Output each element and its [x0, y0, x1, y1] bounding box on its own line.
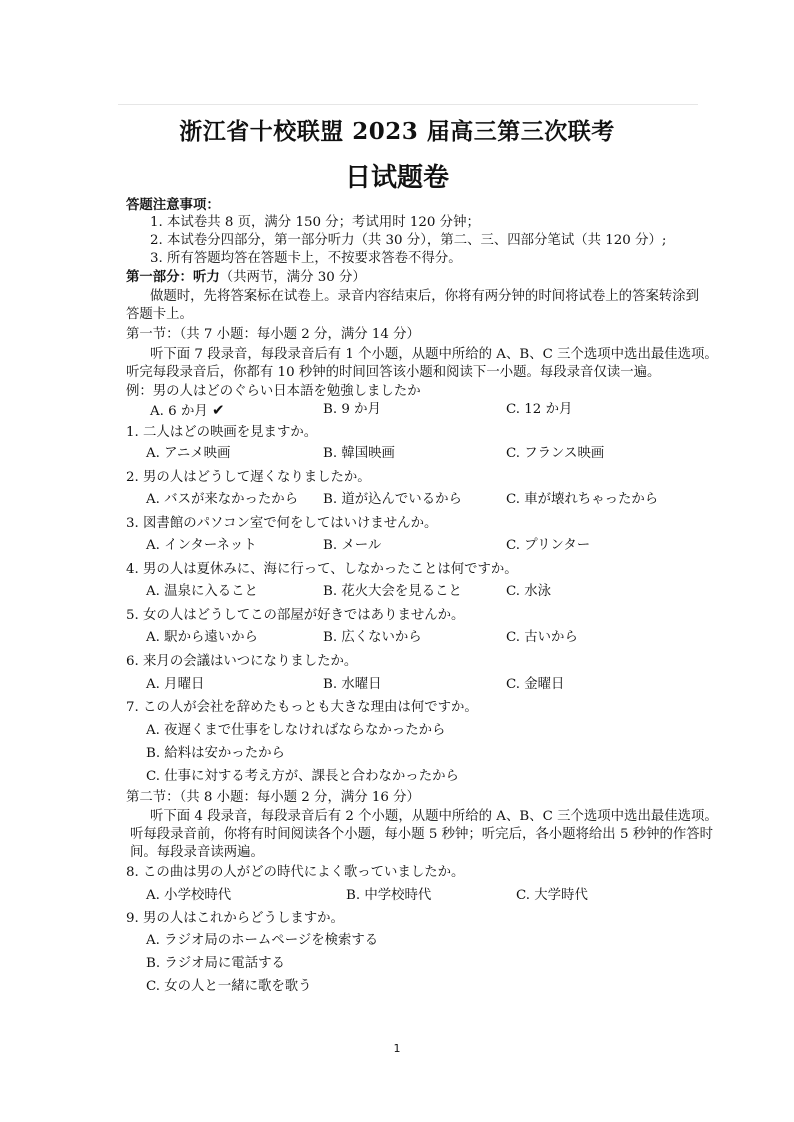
- question-7: 7. この人が会社を辞めたもっとも大きな理由は何ですか。: [126, 700, 478, 715]
- q4-option-a: A. 温泉に入ること: [146, 584, 258, 599]
- example-option-a-label: A. 6 か月: [150, 404, 208, 419]
- q1-option-b: B. 韓国映画: [323, 446, 395, 461]
- q2-option-c: C. 車が壊れちゃったから: [506, 492, 659, 507]
- example-option-a: [150, 401, 225, 421]
- notes-heading: 答题注意事项：: [126, 197, 220, 213]
- q5-option-c: C. 古いから: [506, 630, 578, 645]
- part1-heading: 第一部分：听力: [126, 269, 220, 285]
- section2-heading: 第二节：（共 8 小题：每小题 2 分，满分 16 分）: [126, 790, 420, 805]
- q6-option-c: C. 金曜日: [506, 677, 565, 692]
- q3-option-a: A. インターネット: [146, 538, 257, 553]
- section2-instruction: 间。每段录音读两遍。: [130, 845, 264, 860]
- note-item: 1. 本试卷共 8 页，满分 150 分；考试用时 120 分钟；: [150, 215, 480, 230]
- q2-option-a: A. バスが来なかったから: [146, 492, 299, 507]
- q8-option-c: C. 大学時代: [516, 888, 588, 903]
- q4-option-b: B. 花火大会を見ること: [323, 584, 462, 599]
- section1-heading: 第一节：（共 7 小题：每小题 2 分，满分 14 分）: [126, 327, 420, 342]
- page-title: 浙江省十校联盟 2023 届高三第三次联考: [179, 118, 615, 145]
- q9-option-c: C. 女の人と一緒に歌を歌う: [146, 979, 312, 994]
- section2-instruction: 听每段录音前，你将有时间阅读各个小题，每小题 5 秒钟；听完后，各小题将给出 5 秒钟的作答时: [130, 827, 714, 842]
- q3-option-b: B. メール: [323, 538, 382, 553]
- question-1: 1. 二人はどの映画を見ますか。: [126, 425, 318, 440]
- top-rule: [118, 104, 698, 105]
- question-4: 4. 男の人は夏休みに、海に行って、しなかったことは何ですか。: [126, 562, 518, 577]
- part1-heading-line: [126, 268, 366, 287]
- q4-option-c: C. 水泳: [506, 584, 552, 599]
- note-item: 2. 本试卷分四部分，第一部分听力（共 30 分），第二、三、四部分笔试（共 120 分）;: [150, 233, 667, 248]
- q5-option-b: B. 広くないから: [323, 630, 422, 645]
- section2-instruction: 听下面 4 段录音，每段录音后有 2 个小题，从题中所给的 A、B、C 三个选项中选出最佳选项。: [150, 809, 718, 824]
- q5-option-a: A. 駅から遠いから: [146, 630, 258, 645]
- part1-heading-note: （共两节，满分 30 分）: [219, 270, 366, 285]
- q2-option-b: B. 道が込んでいるから: [323, 492, 462, 507]
- note-item: 3. 所有答题均答在答题卡上，不按要求答卷不得分。: [150, 251, 462, 266]
- example-question: 例：男の人はどのぐらい日本語を勉強しましたか: [126, 384, 421, 399]
- q8-option-a: A. 小学校時代: [146, 888, 232, 903]
- q3-option-c: C. プリンター: [506, 538, 591, 553]
- part1-instruction: 做题时，先将答案标在试卷上。录音内容结束后，你将有两分钟的时间将试卷上的答案转涂到: [150, 289, 700, 304]
- q8-option-b: B. 中学校時代: [346, 888, 432, 903]
- part1-instruction: 答题卡上。: [126, 307, 193, 322]
- check-mark-icon: ✔: [212, 401, 225, 419]
- question-6: 6. 来月の会議はいつになりましたか。: [126, 654, 358, 669]
- page-number: 1: [393, 1042, 401, 1055]
- question-9: 9. 男の人はこれからどうしますか。: [126, 911, 344, 926]
- q1-option-c: C. フランス映画: [506, 446, 605, 461]
- q9-option-a: A. ラジオ局のホームページを検索する: [146, 933, 379, 948]
- example-option-c: C. 12 か月: [506, 402, 573, 417]
- page-subtitle: 日试题卷: [344, 163, 449, 193]
- section1-instruction: 听下面 7 段录音，每段录音后有 1 个小题，从题中所给的 A、B、C 三个选项中选出最佳选项。: [150, 347, 718, 362]
- question-8: 8. この曲は男の人がどの時代によく歌っていましたか。: [126, 865, 465, 880]
- q7-option-c: C. 仕事に対する考え方が、課長と合わなかったから: [146, 769, 459, 784]
- question-3: 3. 図書館のパソコン室で何をしてはいけませんか。: [126, 516, 438, 531]
- q6-option-b: B. 水曜日: [323, 677, 382, 692]
- q6-option-a: A. 月曜日: [146, 677, 205, 692]
- question-5: 5. 女の人はどうしてこの部屋が好きではありませんか。: [126, 608, 465, 623]
- section1-instruction: 听完每段录音后，你都有 10 秒钟的时间回答该小题和阅读下一小题。每段录音仅读一遍。: [126, 365, 661, 380]
- q7-option-a: A. 夜遅くまで仕事をしなければならなかったから: [146, 723, 446, 738]
- q9-option-b: B. ラジオ局に電話する: [146, 956, 285, 971]
- question-2: 2. 男の人はどうして遅くなりましたか。: [126, 470, 371, 485]
- q7-option-b: B. 給料は安かったから: [146, 746, 285, 761]
- example-option-b: B. 9 か月: [323, 402, 381, 417]
- q1-option-a: A. アニメ映画: [146, 446, 231, 461]
